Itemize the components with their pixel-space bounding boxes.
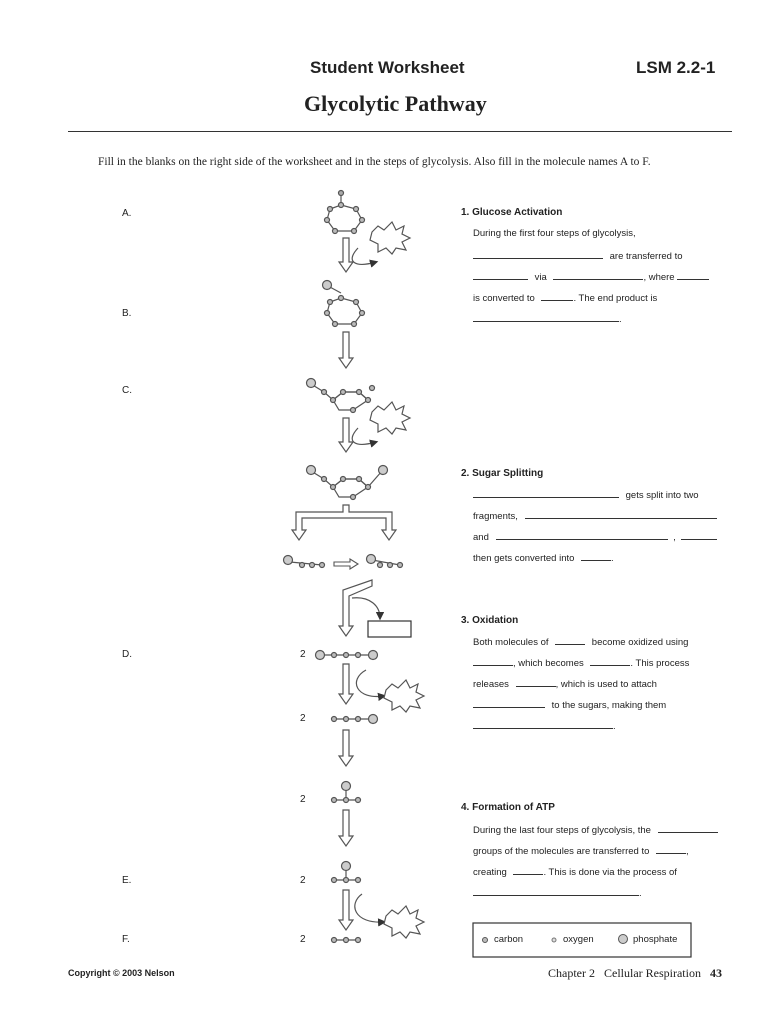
instructions: Fill in the blanks on the right side of the worksheet and in the steps of glycolysis. Also fill in the molecule names A to F.: [98, 156, 651, 168]
blank[interactable]: [513, 865, 543, 875]
three-carbon-left: [284, 556, 325, 568]
molecule-c2: [307, 466, 388, 500]
blank[interactable]: [516, 677, 556, 687]
arrow-3-e: [339, 810, 353, 846]
molecule-f: [332, 938, 361, 943]
section3-title: 3. Oxidation: [461, 615, 519, 626]
molecule-d2: [332, 715, 378, 724]
copyright: Copyright © 2003 Nelson: [68, 968, 175, 978]
legend-phosphate: phosphate: [633, 934, 678, 945]
s4-line4: .: [473, 886, 642, 899]
s1-line5: .: [473, 312, 622, 325]
molecule-c: [307, 379, 375, 413]
molecule-a: [325, 191, 365, 234]
arrow-e-f: [339, 890, 424, 938]
multiplier-e: 2: [300, 875, 306, 886]
arrow-b-c: [339, 332, 353, 368]
blank[interactable]: [681, 530, 717, 540]
molecule-label-e: E.: [122, 875, 132, 886]
blank[interactable]: [473, 312, 619, 322]
s4-line2: groups of the molecules are transferred to ,: [473, 846, 689, 857]
blank[interactable]: [677, 270, 709, 280]
s1-line1: During the first four steps of glycolysis,: [473, 228, 636, 239]
molecule-b: [323, 281, 365, 327]
blank[interactable]: [658, 823, 718, 833]
legend-oxygen-swatch: [552, 938, 556, 942]
s2-line3: and ,: [473, 530, 717, 543]
arrow-d-d2: [339, 664, 424, 712]
molecule-label-c: C.: [122, 385, 132, 396]
section2-title: 2. Sugar Splitting: [461, 468, 544, 479]
s3-line3: releases , which is used to attach: [473, 679, 657, 690]
molecule-label-b: B.: [122, 308, 132, 319]
blank[interactable]: [525, 509, 717, 519]
blank[interactable]: [656, 844, 686, 854]
molecule-e: [332, 862, 361, 883]
blank-box: [368, 621, 411, 637]
page-title: Glycolytic Pathway: [304, 91, 487, 116]
s1-line4: is converted to . The end product is: [473, 293, 658, 304]
blank[interactable]: [473, 698, 545, 708]
s3-line5: .: [473, 719, 616, 732]
blank[interactable]: [496, 530, 668, 540]
blank[interactable]: [541, 291, 573, 301]
blank[interactable]: [473, 249, 603, 259]
footer-chapter: Chapter 2 Cellular Respiration 43: [548, 966, 722, 980]
legend-phosphate-swatch: [619, 935, 628, 944]
section1-title: 1. Glucose Activation: [461, 207, 563, 218]
legend-carbon-swatch: [483, 938, 488, 943]
multiplier-f: 2: [300, 934, 306, 945]
blank[interactable]: [473, 488, 619, 498]
s2-line1: gets split into two: [473, 488, 699, 501]
worksheet-label: Student Worksheet: [310, 58, 465, 77]
blank[interactable]: [555, 635, 585, 645]
s4-line3: creating . This is done via the process of: [473, 867, 677, 878]
multiplier-3: 2: [300, 794, 306, 805]
multiplier-d2: 2: [300, 713, 306, 724]
blank[interactable]: [473, 719, 613, 729]
s1-line2: are transferred to: [473, 249, 683, 262]
blank[interactable]: [590, 656, 630, 666]
s4-line1: During the last four steps of glycolysis, the: [473, 823, 718, 836]
three-carbon-right: [367, 555, 403, 568]
molecule-label-d: D.: [122, 649, 132, 660]
legend-carbon: carbon: [494, 934, 524, 945]
s3-line4: to the sugars, making them: [473, 698, 666, 711]
s3-line1: Both molecules of become oxidized using: [473, 637, 689, 648]
arrow-a-b: [339, 222, 410, 272]
s2-line4: then gets converted into .: [473, 553, 614, 564]
worksheet-code: LSM 2.2-1: [636, 58, 716, 77]
blank[interactable]: [553, 270, 643, 280]
legend-oxygen: oxygen: [563, 934, 594, 945]
split-arrows: [292, 505, 396, 540]
molecule-branched: [332, 782, 361, 803]
s3-line2: , which becomes . This process: [473, 656, 689, 669]
molecule-label-a: A.: [122, 208, 132, 219]
section4-title: 4. Formation of ATP: [461, 802, 555, 813]
arrow-d2-3: [339, 730, 353, 766]
s1-line3: via , where: [473, 270, 709, 283]
blank[interactable]: [581, 551, 611, 561]
multiplier-d: 2: [300, 649, 306, 660]
molecule-d: [316, 651, 378, 660]
blank[interactable]: [473, 270, 528, 280]
s2-line2: fragments,: [473, 509, 717, 522]
molecule-label-f: F.: [122, 934, 130, 945]
blank[interactable]: [473, 886, 639, 896]
isomer-arrow: [334, 559, 358, 569]
blank[interactable]: [473, 656, 513, 666]
